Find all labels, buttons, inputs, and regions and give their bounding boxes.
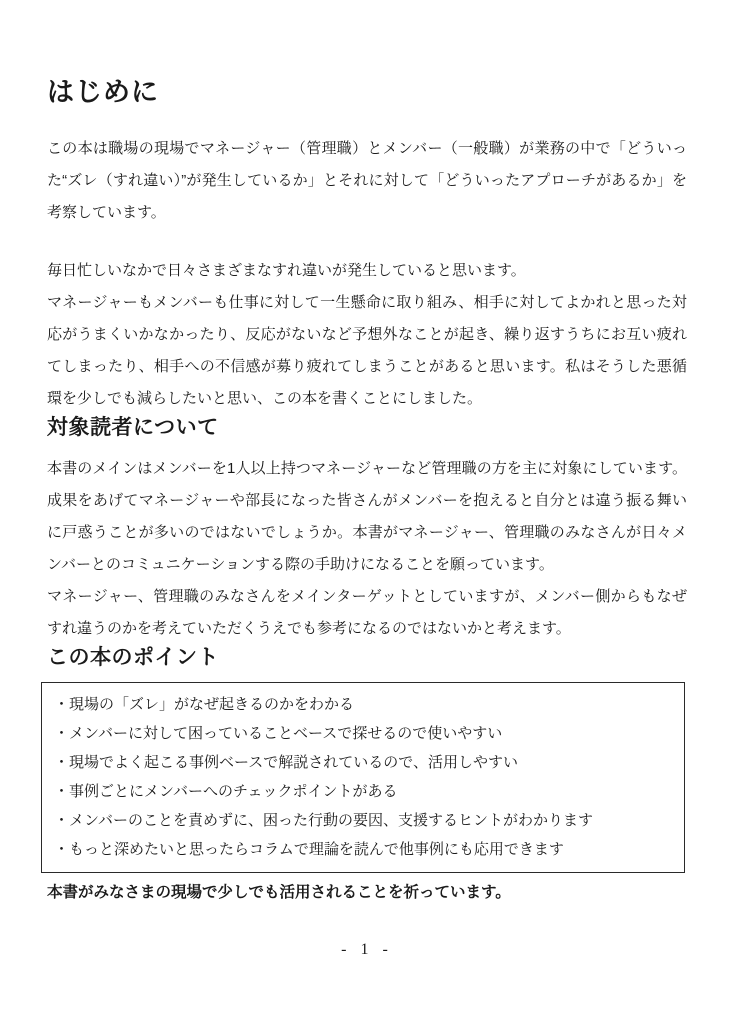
page-number: - 1 -	[341, 941, 393, 958]
intro-paragraph-1: この本は職場の現場でマネージャー（管理職）とメンバー（一般職）が業務の中で「どういった“ズレ（すれ違い）”が発生しているか」とそれに対して「どういったアプローチがあるか」を考察しています。	[47, 140, 687, 222]
intro-paragraph-2: 毎日忙しいなかで日々さまざまなすれ違いが発生していると思います。	[47, 262, 526, 280]
audience-heading: 対象読者について	[47, 416, 219, 440]
closing-statement: 本書がみなさまの現場で少しでも活用されることを祈っています。	[47, 883, 511, 901]
points-item-5: ・メンバーのことを責めずに、困った行動の要因、支援するヒントがわかります	[54, 811, 593, 829]
audience-paragraph-2: マネージャー、管理職のみなさんをメインターゲットとしていますが、メンバー側からもなぜすれ違うのかを考えていただくうえでも参考になるのではないかと考えます。	[47, 587, 687, 637]
points-heading: この本のポイント	[47, 645, 219, 669]
points-item-2: ・メンバーに対して困っていることベースで探せるので使いやすい	[54, 724, 503, 742]
points-list	[54, 690, 672, 864]
points-item-3: ・現場でよく起こる事例ベースで解説されているので、活用しやすい	[54, 753, 518, 771]
intro-heading: はじめに	[47, 77, 159, 107]
points-item-4: ・事例ごとにメンバーへのチェックポイントがある	[54, 782, 398, 800]
audience-paragraph-1: 本書のメインはメンバーを1人以上持つマネージャーなど管理職の方を主に対象にしています。成果をあげてマネージャーや部長になった皆さんがメンバーを抱えると自分とは違う振る舞いに戸惑うことが多いのではないでしょうか。本書がマネージャー、管理職のみなさんが日々メンバーとのコミュニケーションする際の手助けになることを願っています。	[47, 459, 687, 573]
intro-paragraph-3: マネージャーもメンバーも仕事に対して一生懸命に取り組み、相手に対してよかれと思った対応がうまくいかなかったり、反応がないなど予想外なことが起き、繰り返すうちにお互い疲れてしまったり、相手への不信感が募り疲れてしまうことがあると思います。私はそうした悪循環を少しでも減らしたいと思い、この本を書くことにしました。	[47, 294, 687, 408]
points-item-1: ・現場の「ズレ」がなぜ起きるのかをわかる	[54, 695, 355, 713]
points-item-6: ・もっと深めたいと思ったらコラムで理論を読んで他事例にも応用できます	[54, 840, 564, 858]
points-box	[41, 682, 685, 873]
